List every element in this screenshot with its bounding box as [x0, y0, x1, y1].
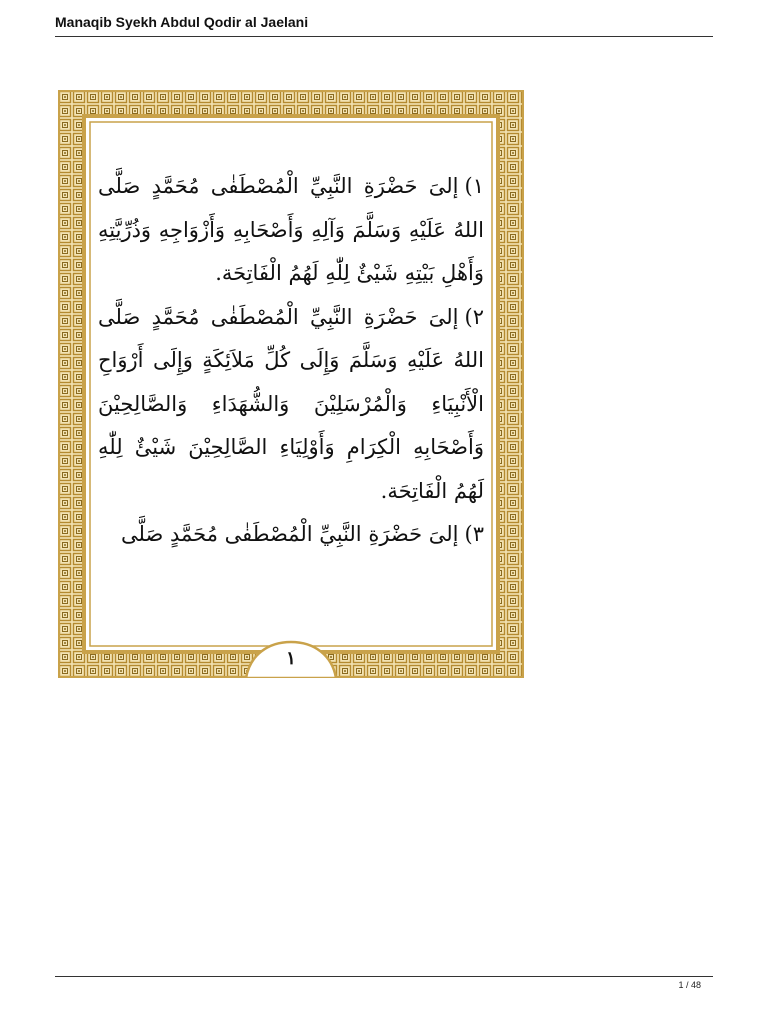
verse-number: ٢) — [464, 304, 484, 329]
verse-text: إلىَ حَضْرَةِ النَّبِيِّ الْمُصْطَفٰى مُحَمَّدٍ صَلَّى اللهُ عَلَيْهِ وَسَلَّمَ وَآلِهِ وَأَصْحَابِهِ وَأَزْوَاجِهِ وَذُرِّيَّتِهِ وَأَهْلِ بَيْتِهِ شَيْئٌ لِلّٰهِ لَهُمُ الْفَاتِحَة. — [98, 174, 484, 285]
verse-3 — [98, 513, 484, 557]
scanned-page-image — [58, 90, 524, 678]
document-footer — [55, 976, 713, 990]
verse-2 — [98, 296, 484, 514]
verse-text: إلىَ حَضْرَةِ النَّبِيِّ الْمُصْطَفٰى مُحَمَّدٍ صَلَّى اللهُ عَلَيْهِ وَسَلَّمَ وَإِلَى كُلِّ مَلاَئِكَةٍ وَإِلَى أَرْوَاحِ الْأَنْبِيَاءِ وَالْمُرْسَلِيْنَ وَالشُّهَدَاءِ وَالصَّالِحِيْنَ وَأَصْحَابِهِ الْكِرَامِ وَأَوْلِيَاءِ الصَّالِحِيْنَ شَيْئٌ لِلّٰهِ لَهُمُ الْفَاتِحَة. — [98, 304, 484, 503]
inner-page-number: ١ — [286, 648, 296, 669]
document-header — [55, 12, 713, 37]
verse-1 — [98, 165, 484, 296]
verse-number: ١) — [464, 174, 484, 198]
page-counter: 1 / 48 — [678, 980, 701, 990]
arabic-text-body — [98, 165, 484, 557]
verse-text: إلىَ حَضْرَةِ النَّبِيِّ الْمُصْطَفٰى مُحَمَّدٍ صَلَّى — [121, 522, 459, 546]
document-title: Manaqib Syekh Abdul Qodir al Jaelani — [55, 14, 309, 30]
verse-number: ٣) — [464, 522, 484, 546]
